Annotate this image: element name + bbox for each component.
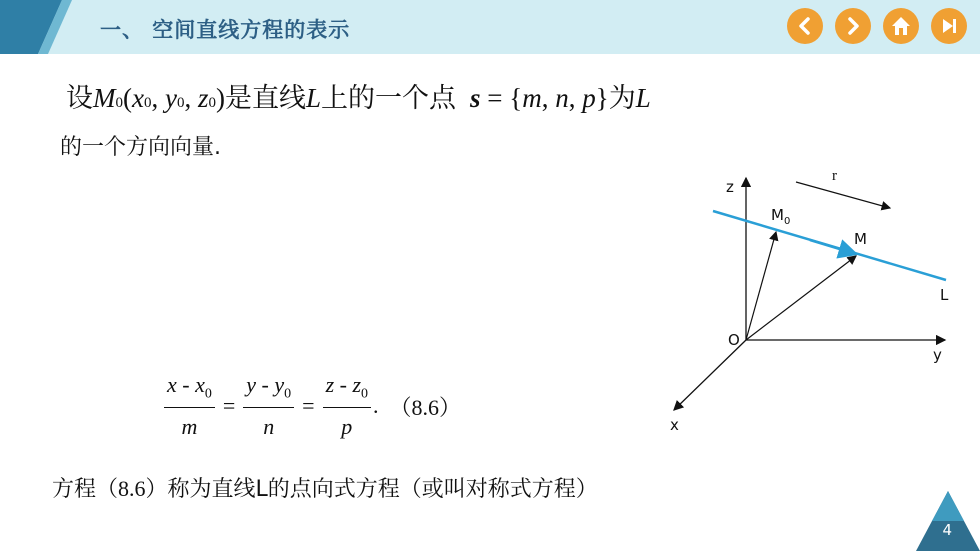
- sentence-before: 方程（: [52, 477, 119, 502]
- vector-component-n: n: [555, 83, 569, 113]
- skip-to-end-icon: [939, 16, 959, 36]
- vector-OM0: [746, 232, 776, 340]
- coord-x: x: [132, 83, 144, 113]
- line-l-label: L: [940, 286, 949, 304]
- next-button[interactable]: [835, 8, 871, 44]
- direction-vector-r: [796, 182, 890, 208]
- vector-OM: [746, 256, 856, 340]
- vector-M0M: [810, 240, 856, 254]
- vector-r-label: r: [832, 168, 837, 184]
- z-axis-label: z: [726, 178, 734, 196]
- line-in-space-diagram: [660, 162, 980, 437]
- home-icon: [890, 15, 912, 37]
- intro-statement: 设 M 0 ( x 0 , y 0 , z 0 ) 是直线 L 上的一个点 s = { m , n , p } 为 L: [66, 76, 651, 115]
- end-button[interactable]: [931, 8, 967, 44]
- coord-y: y: [164, 83, 177, 113]
- vector-component-p: p: [582, 83, 596, 113]
- vector-s-symbol: s: [470, 83, 481, 113]
- previous-button[interactable]: [787, 8, 823, 44]
- intro-continuation: 的一个方向向量.: [60, 135, 221, 160]
- header-accent-shape: [0, 0, 90, 54]
- page-number: 4: [942, 521, 952, 539]
- fraction-z: $\frac{z - z_0}{p}$: [323, 372, 371, 440]
- x-axis-label: x: [670, 416, 679, 434]
- coord-z: z: [197, 83, 209, 113]
- header-bar: [0, 0, 980, 54]
- point-m-label: M: [854, 230, 867, 248]
- y-axis-label: y: [933, 346, 942, 364]
- symmetric-equation: $\frac{x - x_0}{m}$ = $\frac{y - y_0}{n}$ = $\frac{z - z_0}{p}$ . （8.6）: [162, 372, 461, 440]
- definition-sentence: [52, 472, 598, 503]
- coord-y-sub: 0: [176, 95, 185, 111]
- point-m0-subscript: 0: [115, 95, 123, 111]
- intro-mid-text: 是直线: [224, 83, 306, 114]
- coord-z-sub: 0: [208, 95, 216, 111]
- fraction-x: $\frac{x - x_0}{m}$: [164, 372, 215, 440]
- fraction-y: $\frac{y - y_0}{n}$: [243, 372, 294, 440]
- line-l-symbol-2: L: [635, 83, 651, 113]
- line-l-symbol: L: [305, 83, 322, 113]
- x-axis: [674, 340, 746, 410]
- chevron-right-icon: [843, 16, 863, 36]
- point-m0-symbol: M: [93, 83, 116, 113]
- origin-label: O: [728, 331, 740, 349]
- intro-prefix: 设: [66, 83, 93, 114]
- intro-end-text: 为: [608, 83, 636, 114]
- vector-component-m: m: [522, 83, 542, 113]
- coord-x-sub: 0: [143, 95, 152, 111]
- chevron-left-icon: [795, 16, 815, 36]
- section-title: 一、 空间直线方程的表示: [100, 18, 351, 42]
- equation-number: （8.6）: [389, 394, 462, 420]
- intro-after-text: 上的一个点: [321, 83, 457, 114]
- home-button[interactable]: [883, 8, 919, 44]
- point-m0-label: $M_0$: [771, 206, 791, 227]
- sentence-number: 8.6: [118, 476, 146, 501]
- sentence-after: ）称为直线L的点向式方程（或叫对称式方程）: [145, 477, 598, 502]
